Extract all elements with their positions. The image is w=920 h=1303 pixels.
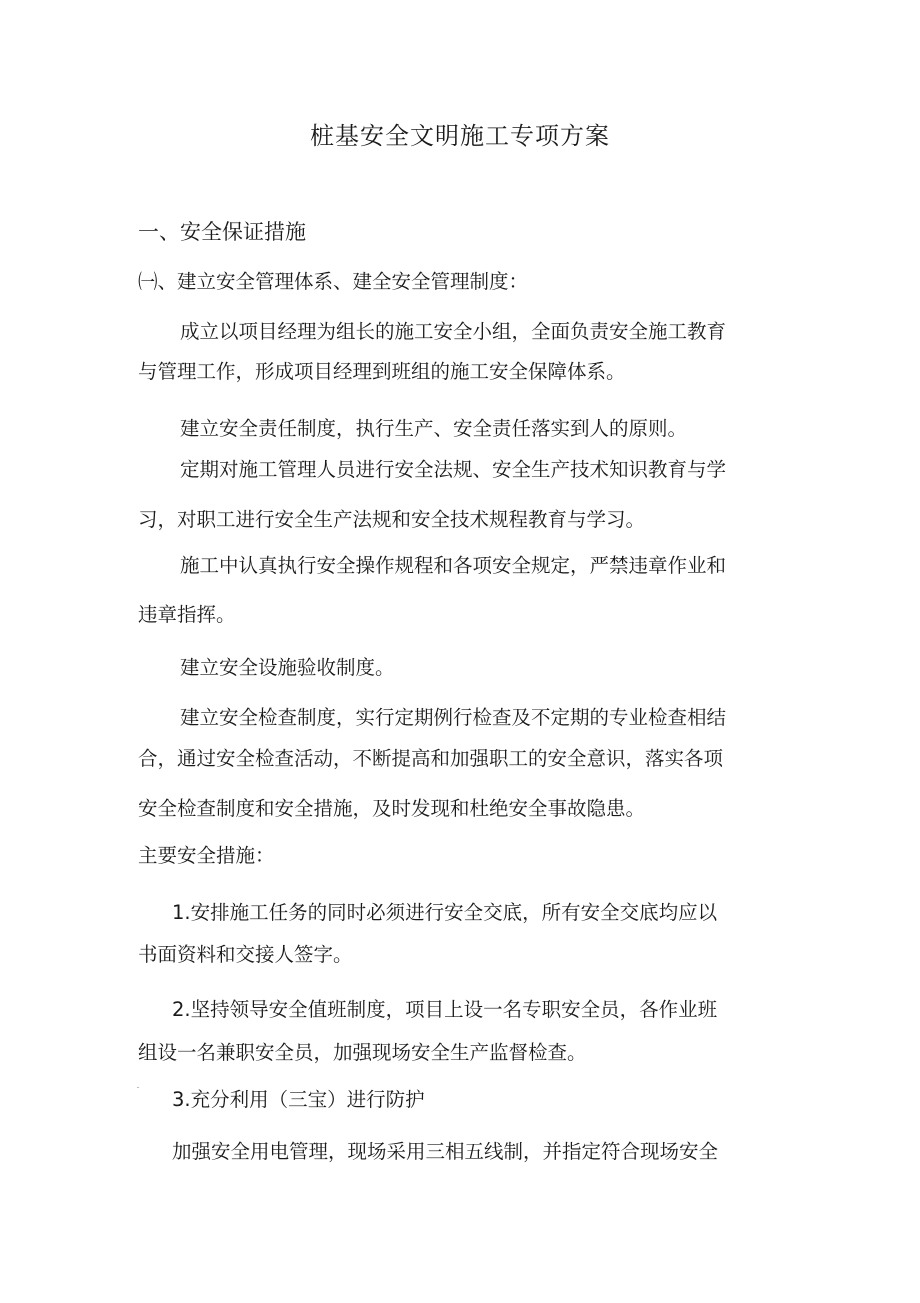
scan-speck xyxy=(137,1087,139,1088)
paragraph-line: 成立以项目经理为组长的施工安全小组，全面负责安全施工教育 xyxy=(180,320,727,343)
list-item-line: 1.安排施工任务的同时必须进行安全交底，所有安全交底均应以 xyxy=(172,901,718,924)
paragraph-line: 安全检查制度和安全措施，及时发现和杜绝安全事故隐患。 xyxy=(138,797,646,820)
list-item-line: 2.坚持领导安全值班制度，项目上设一名专职安全员，各作业班 xyxy=(172,998,718,1021)
paragraph-line: 建立安全设施验收制度。 xyxy=(180,656,395,679)
subsection-heading: ㈠、建立安全管理体系、建全安全管理制度： xyxy=(138,270,529,293)
paragraph-line: 建立安全检查制度，实行定期例行检查及不定期的专业检查相结 xyxy=(180,706,727,729)
paragraph-line: 合，通过安全检查活动，不断提高和加强职工的安全意识，落实各项 xyxy=(138,747,724,770)
paragraph-line: 习，对职工进行安全生产法规和安全技术规程教育与学习。 xyxy=(138,508,646,531)
list-item-line: 3.充分利用（三宝）进行防护 xyxy=(172,1088,425,1111)
section-heading: 一、安全保证措施 xyxy=(138,220,306,244)
list-item-line: 书面资料和交接人签字。 xyxy=(138,943,353,966)
document-title: 桩基安全文明施工专项方案 xyxy=(310,122,610,150)
paragraph-line: 违章指挥。 xyxy=(138,603,236,626)
paragraph-line: 与管理工作，形成项目经理到班组的施工安全保障体系。 xyxy=(138,360,626,383)
paragraph-line: 加强安全用电管理，现场采用三相五线制，并指定符合现场安全 xyxy=(172,1140,719,1163)
list-item-line: 组设一名兼职安全员，加强现场安全生产监督检查。 xyxy=(138,1041,587,1064)
paragraph-line: 施工中认真执行安全操作规程和各项安全规定，严禁违章作业和 xyxy=(180,554,727,577)
paragraph-line: 建立安全责任制度，执行生产、安全责任落实到人的原则。 xyxy=(180,417,688,440)
main-measures-label: 主要安全措施： xyxy=(138,844,275,867)
paragraph-line: 定期对施工管理人员进行安全法规、安全生产技术知识教育与学 xyxy=(180,458,727,481)
